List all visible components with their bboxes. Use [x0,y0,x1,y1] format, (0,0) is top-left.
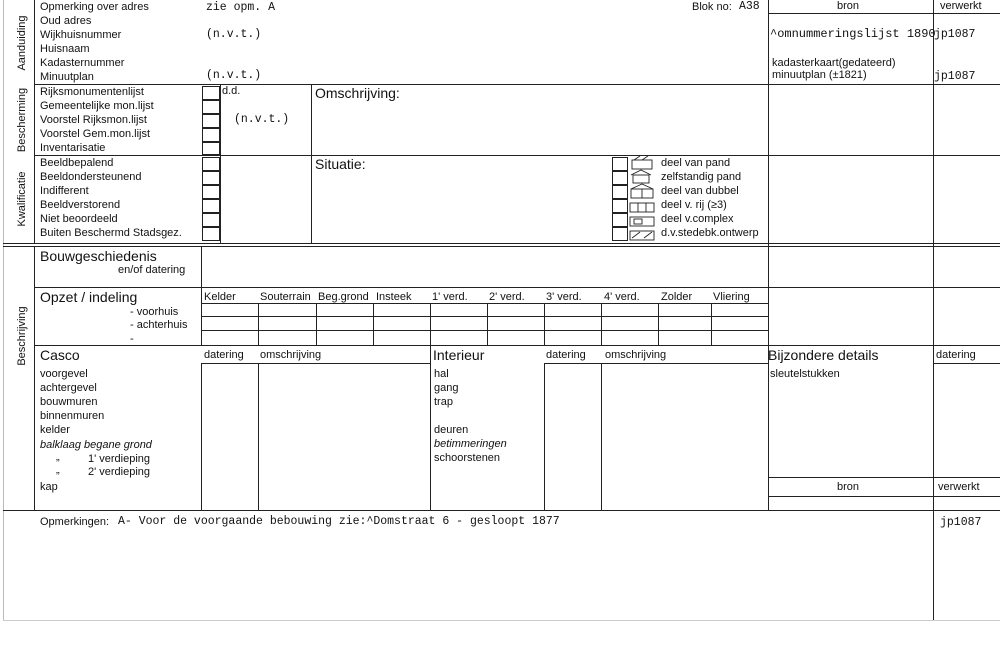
checkbox-deel-v-rij[interactable] [612,199,628,213]
interieur-gang: gang [434,382,459,394]
label-opmerking-adres: Opmerking over adres [40,1,149,13]
floor-zolder: Zolder [661,291,693,303]
casco-1-verdieping: 1' verdieping [88,453,151,465]
bijzondere-verwerkt: verwerkt [938,481,980,493]
interieur-deuren: deuren [434,424,469,436]
interieur-datering: datering [546,349,586,361]
opmerking-value: zie opm. A [206,1,276,14]
label-rijksmonumentenlijst: Rijksmonumentenlijst [40,86,144,98]
checkbox-rijksmonumentenlijst[interactable] [202,86,220,100]
checkbox-niet-beoordeeld[interactable] [202,213,220,227]
casco-quote-2: „ [56,464,60,476]
checkbox-beeldbepalend[interactable] [202,157,220,171]
label-indifferent: Indifferent [40,185,89,197]
label-beeldverstorend: Beeldverstorend [40,199,121,211]
bron-kadasterkaart: kadasterkaart(gedateerd) [772,57,896,69]
bouwgeschiedenis-title: Bouwgeschiedenis [40,248,157,264]
label-beeldbepalend: Beeldbepalend [40,157,114,169]
dd-label: d.d. [222,85,241,97]
blok-label: Blok no: [692,1,732,13]
checkbox-beeldondersteunend[interactable] [202,171,220,185]
interieur-hal: hal [434,368,449,380]
checkbox-zelfstandig-pand[interactable] [612,171,628,185]
label-kadasternummer: Kadasternummer [40,57,125,69]
achterhuis-label: - achterhuis [130,319,188,331]
checkbox-deel-van-pand[interactable] [612,157,628,171]
verwerkt-2: jp1087 [934,70,976,83]
interieur-schoorstenen: schoorstenen [434,452,501,464]
interieur-trap: trap [434,396,453,408]
bijzondere-sleutelstukken: sleutelstukken [770,368,840,380]
checkbox-buiten-beschermd[interactable] [202,227,220,241]
interieur-omschrijving: omschrijving [605,349,667,361]
bron-header: bron [837,0,860,12]
voorhuis-label: - voorhuis [130,306,179,318]
option-deel-van-pand: deel van pand [661,157,731,169]
casco-title: Casco [40,347,80,363]
bijzondere-title: Bijzondere details [768,347,879,363]
omschrijving-title: Omschrijving: [315,85,400,101]
floor-1-verd: 1' verd. [432,291,468,303]
floor-vliering: Vliering [713,291,750,303]
checkbox-beeldverstorend[interactable] [202,199,220,213]
verwerkt-1: jp1087 [934,28,976,41]
datering-label: en/of datering [118,264,186,276]
checkbox-deel-v-complex[interactable] [612,213,628,227]
casco-balklaag: balklaag begane grond [40,439,152,451]
wijk-value: (n.v.t.) [206,28,262,41]
casco-quote-1: „ [56,451,60,463]
section-beschrijving: Beschrijving [16,306,28,366]
label-oud-adres: Oud adres [40,15,92,27]
situatie-title: Situatie: [315,156,366,172]
casco-omschrijving: omschrijving [260,349,322,361]
label-beeldondersteunend: Beeldondersteunend [40,171,142,183]
bijzondere-bron: bron [837,481,860,493]
floor-souterrain: Souterrain [260,291,311,303]
label-niet-beoordeeld: Niet beoordeeld [40,213,118,225]
checkbox-gemeentelijke[interactable] [202,100,220,114]
opmerkingen-text: A- Voor de voorgaande bebouwing zie:^Domstraat 6 - gesloopt 1877 [118,515,560,528]
option-deel-v-rij: deel v. rij (≥3) [661,199,727,211]
opmerkingen-label: Opmerkingen: [40,516,110,528]
section-kwalificatie: Kwalificatie [16,171,28,227]
bron-omnummeringslijst: ^omnummeringslijst 1890 [770,27,936,41]
checkbox-indifferent[interactable] [202,185,220,199]
casco-bouwmuren: bouwmuren [40,396,98,408]
casco-voorgevel: voorgevel [40,368,88,380]
section-aanduiding: Aanduiding [16,15,28,71]
checkbox-inventarisatie[interactable] [202,142,220,155]
label-voorstel-gem: Voorstel Gem.mon.lijst [40,128,151,140]
verwerkt-header: verwerkt [940,0,982,12]
floor-3-verd: 3' verd. [546,291,582,303]
label-huisnaam: Huisnaam [40,43,90,55]
bescherming-value: (n.v.t.) [234,113,290,126]
casco-achtergevel: achtergevel [40,382,97,394]
checkbox-voorstel-rijks[interactable] [202,114,220,128]
label-buiten-beschermd: Buiten Beschermd Stadsgez. [40,227,182,239]
floor-kelder: Kelder [204,291,236,303]
label-voorstel-rijks: Voorstel Rijksmon.lijst [40,114,147,126]
floor-beg-grond: Beg.grond [318,291,369,303]
building-icons [628,156,658,242]
bron-minuutplan: minuutplan (±1821) [772,69,867,81]
label-wijkhuisnummer: Wijkhuisnummer [40,29,122,41]
label-gemeentelijke: Gemeentelijke mon.lijst [40,100,154,112]
floor-2-verd: 2' verd. [489,291,525,303]
bijzondere-datering: datering [936,349,976,361]
option-stedebk-ontwerp: d.v.stedebk.ontwerp [661,227,759,239]
option-deel-van-dubbel: deel van dubbel [661,185,739,197]
casco-binnenmuren: binnenmuren [40,410,105,422]
casco-2-verdieping: 2' verdieping [88,466,151,478]
floor-insteek: Insteek [376,291,412,303]
checkbox-deel-van-dubbel[interactable] [612,185,628,199]
label-inventarisatie: Inventarisatie [40,142,106,154]
label-minuutplan: Minuutplan [40,71,94,83]
dash-label: - [130,333,134,345]
option-zelfstandig-pand: zelfstandig pand [661,171,742,183]
opzet-title: Opzet / indeling [40,289,138,305]
option-deel-v-complex: deel v.complex [661,213,734,225]
blok-value: A38 [739,0,760,13]
checkbox-voorstel-gem[interactable] [202,128,220,142]
casco-kap: kap [40,481,58,493]
casco-datering: datering [204,349,244,361]
opmerkingen-verwerkt: jp1087 [940,516,982,529]
interieur-betimmeringen: betimmeringen [434,438,507,450]
floor-4-verd: 4' verd. [604,291,640,303]
section-bescherming: Bescherming [16,87,28,153]
casco-kelder: kelder [40,424,70,436]
interieur-title: Interieur [433,347,485,363]
minuut-value: (n.v.t.) [206,69,262,82]
checkbox-stedebk-ontwerp[interactable] [612,227,628,241]
